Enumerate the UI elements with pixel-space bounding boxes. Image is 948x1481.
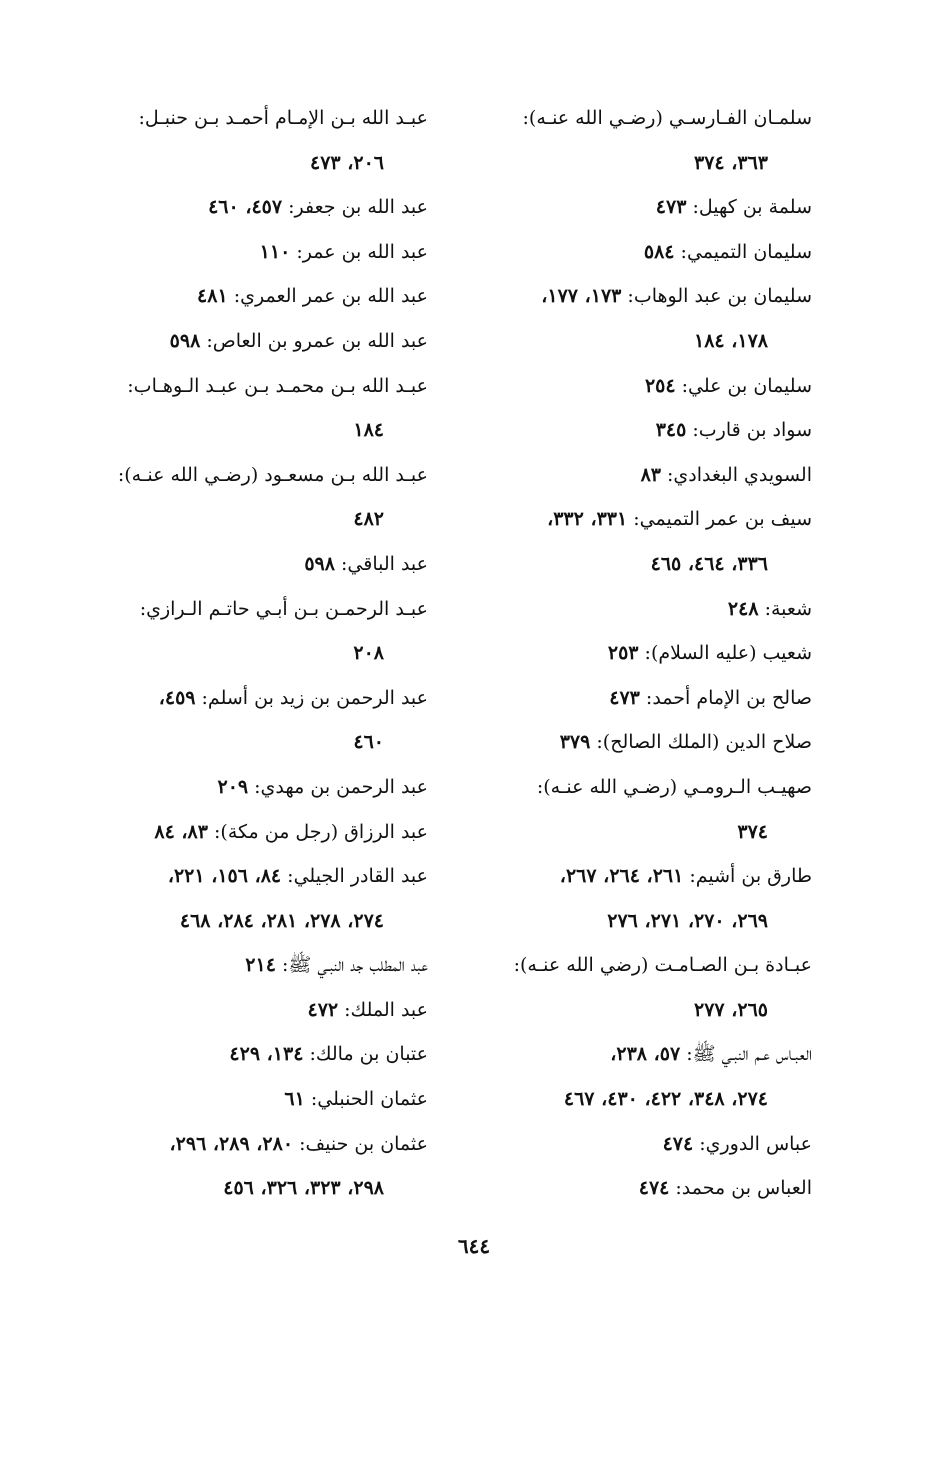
index-entry [470, 364, 812, 409]
entry-pages-continued: ١٨٤ [353, 419, 384, 442]
entry-pages-continued: ٢٧٤، ٣٤٨، ٤٢٢، ٤٣٠، ٤٦٧ [563, 1088, 768, 1111]
index-entry [78, 230, 428, 275]
entry-pages: ٥٧، ٢٣٨، [610, 1043, 681, 1066]
entry-pages: ٦١ [284, 1088, 305, 1111]
entry-pages: ٢٤٨ [727, 597, 759, 620]
entry-name: شعيب (عليه السلام): [644, 642, 812, 665]
index-entry [470, 1166, 812, 1211]
entry-name: شعبة: [764, 597, 812, 620]
entry-pages: ٨٣ [640, 463, 661, 486]
index-entry [470, 1122, 812, 1167]
index-entry [78, 364, 428, 453]
index-entry [470, 408, 812, 453]
index-entry [78, 1122, 428, 1211]
index-entry [78, 988, 428, 1033]
entry-name: عبد الملك: [344, 998, 428, 1021]
entry-name: عبـد الله بـن الإمـام أحمـد بـن حنبـل: [138, 107, 428, 129]
entry-name: سيف بن عمر التميمي: [633, 508, 812, 531]
entry-pages-continued: ٤٦٠ [353, 731, 384, 754]
entry-name: عبد الله بن عمر: [296, 240, 428, 263]
entry-name: طارق بن أشيم: [689, 865, 812, 888]
index-entry [78, 274, 428, 319]
entry-pages: ١١٠ [259, 240, 291, 263]
entry-pages-continued: ٢٦٥، ٢٧٧ [694, 998, 768, 1021]
entry-name: صهيـب الـرومـي (رضـي الله عنـه): [536, 775, 812, 798]
index-entry [470, 720, 812, 765]
page-number: ٦٤٤ [457, 1234, 491, 1258]
index-entry [470, 631, 812, 676]
entry-pages: ٤٧٣ [609, 686, 640, 709]
index-entry [78, 943, 428, 988]
entry-name: عبد الرحمن بن زيد بن أسلم: [201, 686, 428, 709]
entry-pages: ٥٩٨ [169, 329, 201, 352]
entry-pages-continued: ١٧٨، ١٨٤ [694, 329, 768, 352]
index-entry [78, 319, 428, 364]
entry-name: عبد المطلب جد النبـي ﷺ: [281, 954, 428, 977]
entry-pages-continued: ٢٠٨ [353, 642, 384, 665]
entry-pages: ٢١٤ [245, 954, 276, 977]
entry-pages: ١٧٣، ١٧٧، [541, 285, 622, 308]
entry-pages: ٤٨١ [197, 285, 228, 308]
index-entry [470, 587, 812, 632]
entry-name: عبد القادر الجيلي: [287, 865, 428, 888]
index-entry [78, 1032, 428, 1077]
index-column-right [470, 96, 812, 1211]
index-entry [78, 185, 428, 230]
index-entry [470, 765, 812, 854]
entry-name: سليمان بن علي: [681, 374, 812, 397]
entry-name: عبد الباقي: [341, 552, 428, 575]
entry-name: عبد الرزاق (رجل من مكة): [214, 820, 428, 843]
index-entry [470, 453, 812, 498]
entry-name: السويدي البغدادي: [667, 463, 812, 486]
index-entry [470, 943, 812, 1032]
entry-pages: ٤٥٧، ٤٦٠ [208, 196, 283, 219]
entry-pages: ٢٨٠، ٢٨٩، ٢٩٦، [169, 1132, 294, 1155]
entry-pages-continued: ٣٧٤ [737, 820, 768, 843]
index-entry [78, 1077, 428, 1122]
index-entry [78, 542, 428, 587]
index-entry [78, 810, 428, 855]
entry-name: عبد الله بن عمر العمري: [233, 285, 428, 308]
entry-name: صالح بن الإمام أحمد: [645, 686, 812, 709]
index-entry [470, 274, 812, 363]
index-entry [78, 765, 428, 810]
entry-pages: ٢٥٣ [607, 642, 639, 665]
entry-pages-continued: ٤٨٢ [353, 508, 384, 531]
entry-pages: ٤٧٢ [307, 998, 339, 1021]
entry-pages: ٢٠٩ [217, 775, 249, 798]
entry-pages: ٤٥٩، [158, 686, 196, 709]
entry-pages: ٢٦١، ٢٦٤، ٢٦٧، [559, 865, 684, 888]
index-entry [470, 1032, 812, 1121]
entry-pages: ٤٧٣ [655, 196, 687, 219]
entry-name: سواد بن قارب: [692, 419, 812, 442]
index-column-left [78, 96, 428, 1211]
entry-name: عبـد الله بـن محمـد بـن عبـد الـوهـاب: [127, 374, 428, 397]
index-entry [470, 230, 812, 275]
entry-pages: ٤٧٤ [638, 1177, 670, 1200]
entry-name: سليمان بن عبد الوهاب: [627, 285, 812, 308]
entry-pages-continued: ٢٠٦، ٤٧٣ [310, 151, 384, 174]
entry-pages: ١٣٤، ٤٢٩ [229, 1043, 304, 1066]
entry-name: سليمان التميمي: [680, 240, 812, 263]
entry-pages-continued: ٢٩٨، ٣٢٣، ٣٢٦، ٤٥٦ [223, 1177, 384, 1200]
index-entry [470, 676, 812, 721]
entry-name: عبـادة بـن الصـامـت (رضي الله عنـه): [513, 954, 812, 977]
entry-pages: ٢٥٤ [644, 374, 676, 397]
index-entry [78, 854, 428, 943]
index-entry [470, 185, 812, 230]
entry-name: عثمان بن حنيف: [299, 1132, 428, 1155]
entry-pages: ٣٣١، ٣٣٢، [547, 508, 628, 531]
index-entry [470, 96, 812, 185]
entry-pages: ٨٤، ١٥٦، ٢٢١، [167, 865, 282, 888]
entry-name: عبـد الله بـن مسعـود (رضـي الله عنـه): [117, 463, 428, 486]
entry-name: عبد الله بن عمرو بن العاص: [206, 329, 428, 352]
entry-pages: ٥٨٤ [643, 240, 675, 263]
index-entry [78, 453, 428, 542]
index-entry [470, 854, 812, 943]
entry-name: سلمة بن كهيل: [692, 196, 812, 219]
entry-pages-continued: ٣٣٦، ٤٦٤، ٤٦٥ [650, 552, 768, 575]
index-entry [78, 587, 428, 676]
entry-name: العبـاس عـم النبـي ﷺ: [686, 1043, 812, 1066]
entry-pages-continued: ٢٦٩، ٢٧٠، ٢٧١، ٢٧٦ [607, 909, 768, 932]
entry-name: عبد الله بن جعفر: [288, 196, 428, 219]
entry-name: سلمـان الفـارسـي (رضـي الله عنـه): [522, 107, 812, 129]
entry-name: عباس الدوري: [699, 1132, 812, 1155]
index-entry [470, 497, 812, 586]
index-entry [78, 96, 428, 185]
entry-pages: ٣٤٥ [655, 419, 687, 442]
entry-name: العباس بن محمد: [675, 1177, 812, 1200]
entry-pages-continued: ٢٧٤، ٢٧٨، ٢٨١، ٢٨٤، ٤٦٨ [179, 909, 384, 932]
entry-name: عتبان بن مالك: [309, 1043, 428, 1066]
entry-name: صلاح الدين (الملك الصالح): [596, 731, 812, 754]
entry-name: عثمان الحنبلي: [310, 1088, 428, 1111]
entry-pages-continued: ٣٦٣، ٣٧٤ [694, 151, 768, 174]
entry-name: عبـد الرحمـن بـن أبـي حاتـم الـرازي: [139, 597, 428, 620]
entry-pages: ٨٣، ٨٤ [154, 820, 208, 843]
entry-name: عبد الرحمن بن مهدي: [254, 775, 428, 798]
entry-pages: ٥٩٨ [304, 552, 335, 575]
entry-pages: ٤٧٤ [662, 1132, 694, 1155]
index-entry [78, 676, 428, 765]
entry-pages: ٣٧٩ [559, 731, 591, 754]
